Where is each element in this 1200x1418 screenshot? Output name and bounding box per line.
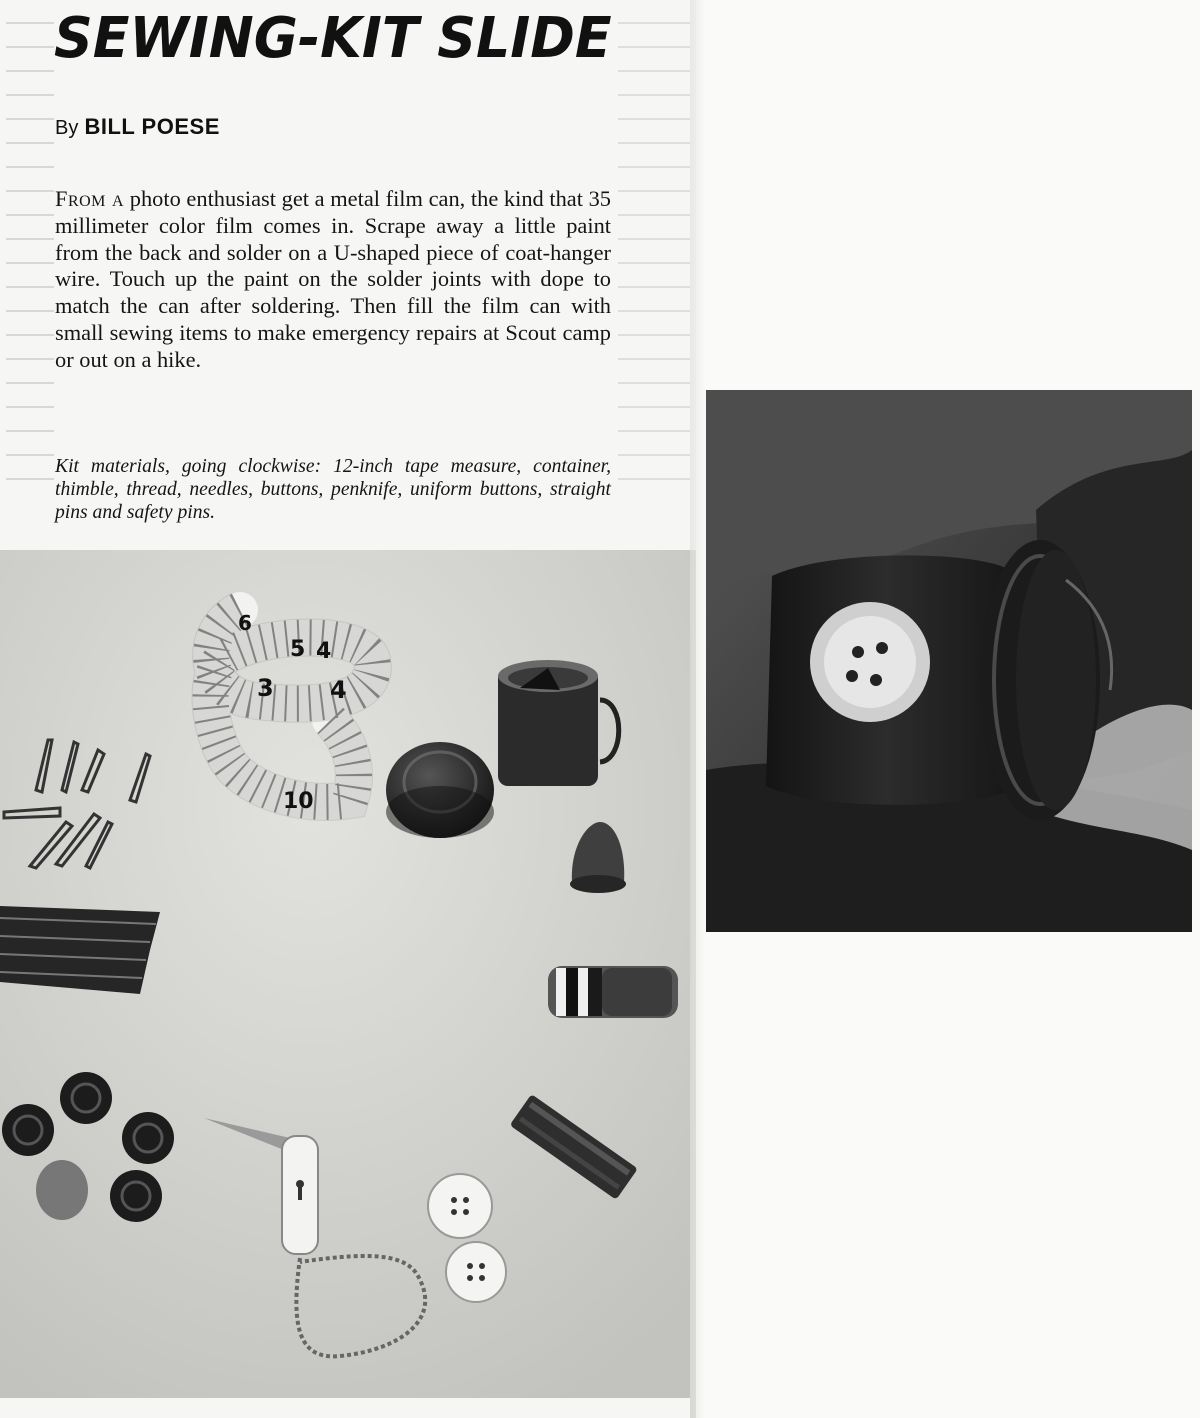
tape-number-10: 10 bbox=[283, 789, 314, 814]
tape-number-3: 3 bbox=[257, 674, 274, 702]
thread-spool bbox=[548, 966, 678, 1018]
finished-slide-photo bbox=[706, 390, 1192, 932]
tape-number-4-top: 4 bbox=[316, 639, 332, 664]
tape-number-6: 6 bbox=[238, 611, 252, 635]
byline bbox=[55, 114, 220, 140]
article-body bbox=[55, 186, 611, 374]
byline-prefix: By bbox=[55, 117, 79, 139]
container-lid bbox=[386, 742, 494, 838]
spine-shadow bbox=[690, 0, 706, 1418]
tape-measure bbox=[211, 610, 373, 814]
article-title: SEWING-KIT SLIDE bbox=[54, 6, 612, 71]
tape-number-5: 5 bbox=[290, 637, 306, 662]
bleed-through-text-right bbox=[612, 0, 696, 540]
photo-caption: Kit materials, going clockwise: 12-inch tape measure, container, thimble, thread, needles, buttons, penknife, uniform buttons, straight pins and safety pins. bbox=[55, 456, 611, 523]
straight-pins bbox=[0, 906, 160, 994]
lead-in: From a bbox=[55, 186, 125, 211]
tape-number-4: 4 bbox=[330, 676, 347, 704]
author-name: BILL POESE bbox=[84, 114, 220, 139]
button-on-slide bbox=[810, 602, 930, 722]
body-text: photo enthusiast get a metal film can, the kind that 35 millimeter color film comes in. Scrape away a little paint from the back and solder on a U-shaped piece of coat-hanger wire. Touch up the paint on the solder joints with dope to match the can after soldering. Then fill the film can with small sewing items to make emergency repairs at Scout camp or out on a hike. bbox=[55, 186, 612, 372]
sewing-kit-materials-photo bbox=[0, 550, 690, 1398]
bleed-through-text-left bbox=[0, 0, 60, 540]
